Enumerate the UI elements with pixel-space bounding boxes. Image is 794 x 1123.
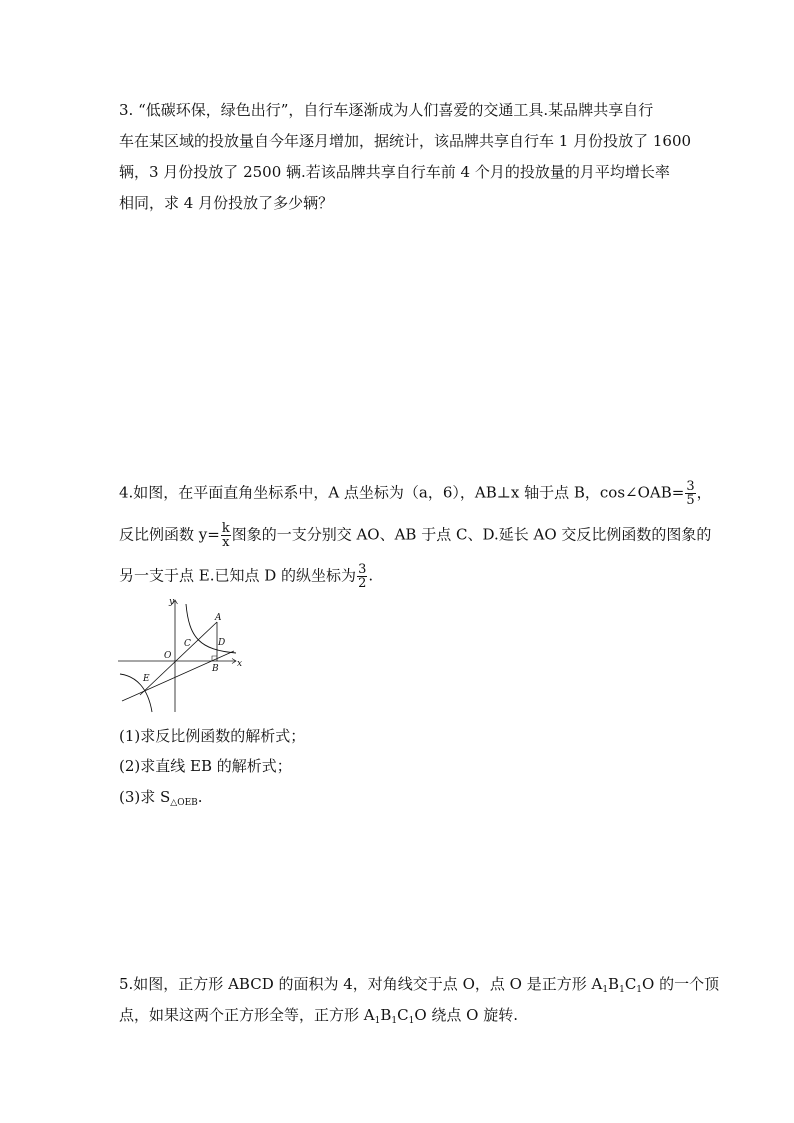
subscript-2a: 1 [374,1016,381,1026]
q4-sub-3-end: . [197,788,203,806]
hyperbola-branch-1 [186,604,236,653]
triangle-subscript: △OEB [170,798,198,808]
k-numerator: k [221,521,230,536]
q3-line-4: 相同，求 4 月份投放了多少辆？ [119,194,334,212]
q5-line-2-text-b: O 绕点 O 旋转. [414,1006,518,1024]
label-B: B [212,664,219,674]
line-AE [140,622,217,695]
label-y: y [169,598,175,607]
label-C: C [184,639,191,649]
x-denominator: x [222,535,230,550]
cos-denominator: 5 [686,493,695,508]
cos-numerator: 3 [686,479,695,494]
q4-line-1-text: 4.如图，在平面直角坐标系中，A 点坐标为（a，6），AB⊥x 轴于点 B，cos∠OAB= [119,483,685,502]
label-O: O [164,651,172,661]
q3-line-2: 车在某区域的投放量自今年逐月增加，据统计，该品牌共享自行车 1 月份投放了 1600 [119,132,692,150]
q4-line-2 [119,522,711,549]
d-numerator: 3 [358,562,367,577]
q3-line-1: 3. “低碳环保，绿色出行”，自行车逐渐成为人们喜爱的交通工具.某品牌共享自行 [119,101,654,119]
q3-line-3: 辆，3 月份投放了 2500 辆.若该品牌共享自行车前 4 个月的投放量的月平均增长率 [119,163,670,181]
q4-line-2-text-a: 反比例函数 y= [119,525,220,544]
cos-fraction [685,480,695,507]
q5-line-1 [119,974,719,1000]
subscript-2b: 1 [391,1016,398,1026]
q5-line-1-text-b: O 的一个顶 [642,975,720,993]
q5-line-2 [119,1005,518,1031]
d-ordinate-fraction [357,563,367,590]
subscript-1c: 1 [636,985,643,995]
d-denominator: 2 [358,576,367,591]
q4-sub-1: (1)求反比例函数的解析式； [119,727,306,745]
q4-line-2-text-b: 图象的一支分别交 AO、AB 于点 C、D.延长 AO 交反比例函数的图象的 [231,525,712,544]
q4-line-1-end: ， [696,483,712,502]
q5-letter-c2: C [397,1006,409,1024]
q5-letter-b: B [608,975,620,993]
q4-line-3-end: . [368,566,374,585]
q5-letter-c: C [624,975,637,993]
label-x: x [237,659,243,669]
label-E: E [143,674,150,684]
label-A: A [215,613,222,623]
q4-line-1 [119,480,712,507]
q4-sub-3-text: (3)求 S [119,788,171,806]
subscript-2c: 1 [408,1016,415,1026]
label-D: D [218,638,226,648]
subscript-1b: 1 [619,985,625,995]
q4-sub-3 [119,787,203,813]
coordinate-figure [118,598,250,713]
q4-sub-2: (2)求直线 EB 的解析式； [119,757,292,775]
k-over-x-fraction [221,522,231,549]
q4-line-3-text: 另一支于点 E.已知点 D 的纵坐标为 [119,566,357,585]
q4-line-3 [119,563,373,590]
q5-line-1-text-a: 5.如图，正方形 ABCD 的面积为 4，对角线交于点 O，点 O 是正方形 A [119,975,603,993]
subscript-1a: 1 [602,985,609,995]
q5-letter-b2: B [380,1006,392,1024]
q5-line-2-text-a: 点，如果这两个正方形全等，正方形 A [119,1006,375,1024]
